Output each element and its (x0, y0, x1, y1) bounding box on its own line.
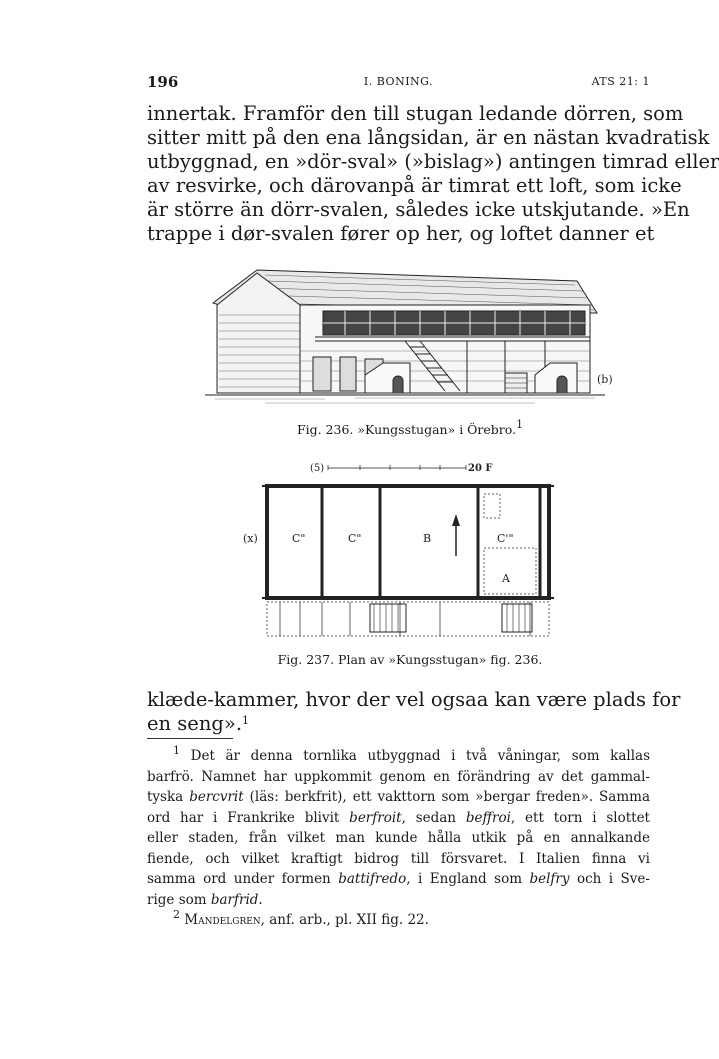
footnote-2-line (147, 910, 650, 931)
text-line: sitter mitt på den ena långsidan, är en nästan kvadratisk (147, 126, 710, 149)
figure-236-caption (200, 418, 620, 437)
figure-237-caption: Fig. 237. Plan av »Kungsstugan» fig. 236. (277, 652, 543, 667)
footnote-1-line (147, 746, 650, 767)
footnote-text: . (258, 891, 263, 908)
plan-label-x: (x) (243, 532, 258, 545)
footnote-2-number: 2 (173, 908, 180, 921)
text-line-content: en seng». (147, 712, 243, 735)
footnotes (147, 746, 650, 931)
footnote-italic-term: battifredo (338, 871, 407, 887)
text-line: klæde-kammer, hvor der vel ogsaa kan være plads for (147, 688, 681, 711)
text-line: trappe i dør-svalen fører op her, og loftet danner et (147, 222, 655, 245)
footnote-rule (147, 738, 233, 739)
footnote-text: och i Sve- (569, 871, 650, 887)
text-line: innertak. Framför den till stugan ledande dörren, som (147, 102, 684, 125)
footnote-italic-term: belfry (529, 871, 570, 887)
footnote-1-line (147, 808, 650, 829)
footnote-text: Det är denna tornlika utbyggnad i två våningar, som kallas (190, 748, 650, 764)
footnote-text: rige som (147, 891, 211, 908)
text-line (147, 712, 650, 736)
paragraph-2 (147, 688, 681, 736)
footnote-text: , i England som (406, 871, 530, 887)
footnote-1-line: barfrö. Namnet har uppkommit genom en förändring av det gammal- (147, 768, 650, 785)
footnote-text: tyska (147, 789, 190, 805)
footnote-1-line (147, 787, 650, 808)
footnote-2-text: , anf. arb., pl. XII fig. 22. (260, 912, 429, 928)
footnote-ref: 1 (242, 714, 250, 727)
footnote-1-line: fiende, och vilket kraftigt bidrog till försvaret. I Italien finna vi (147, 850, 650, 867)
running-title: I. BONING. (363, 75, 434, 88)
footnote-text: , sedan (401, 809, 466, 826)
footnote-2-author: Mandelgren (184, 912, 261, 928)
footnote-italic-term: berfroit (349, 809, 402, 826)
room-c2-label: C" (348, 532, 362, 545)
figure-236-label-b: (b) (597, 373, 613, 386)
figure-236-building-elevation (205, 265, 625, 415)
text-line: utbyggnad, en »dör-sval» (»bislag») antingen timrad eller (147, 150, 719, 173)
footnote-ref: 1 (516, 418, 524, 431)
paragraph-1 (147, 102, 719, 246)
footnote-text: (läs: berkfrit), ett vakttorn som »bergar freden». Samma (243, 789, 650, 805)
figure-236-caption-text: Fig. 236. »Kungsstugan» i Örebro. (296, 422, 517, 437)
footnote-text: , ett torn i slottet (510, 809, 650, 826)
footnote-text: samma ord under formen (147, 871, 339, 887)
series-reference: ATS 21: 1 (591, 75, 650, 88)
page-number: 196 (147, 73, 179, 91)
footnote-1-line (147, 890, 650, 911)
page-header (147, 73, 650, 93)
footnote-italic-term: beffroi (465, 809, 511, 826)
room-b-label: B (423, 532, 432, 545)
footnote-italic-term: barfrid (210, 891, 259, 908)
room-c3-label: C'" (497, 532, 514, 545)
text-line: är större än dörr-svalen, således icke utskjutande. »En (147, 198, 690, 221)
scale-label: (5) (310, 463, 325, 474)
footnote-italic-term: bercvrit (189, 789, 244, 805)
figure-237-floor-plan (240, 458, 565, 643)
room-c1-label: C" (292, 532, 306, 545)
footnote-text: ord har i Frankrike blivit (147, 809, 350, 826)
text-line: av resvirke, och därovanpå är timrat ett loft, som icke (147, 174, 682, 197)
room-a-label: A (502, 572, 510, 585)
footnote-1-number: 1 (173, 744, 180, 757)
footnote-1-line (147, 869, 650, 890)
footnote-1-line: eller staden, från vilket man kunde hålla utkik på en annalkande (147, 830, 650, 846)
scale-end-label: 20 F (468, 463, 493, 474)
